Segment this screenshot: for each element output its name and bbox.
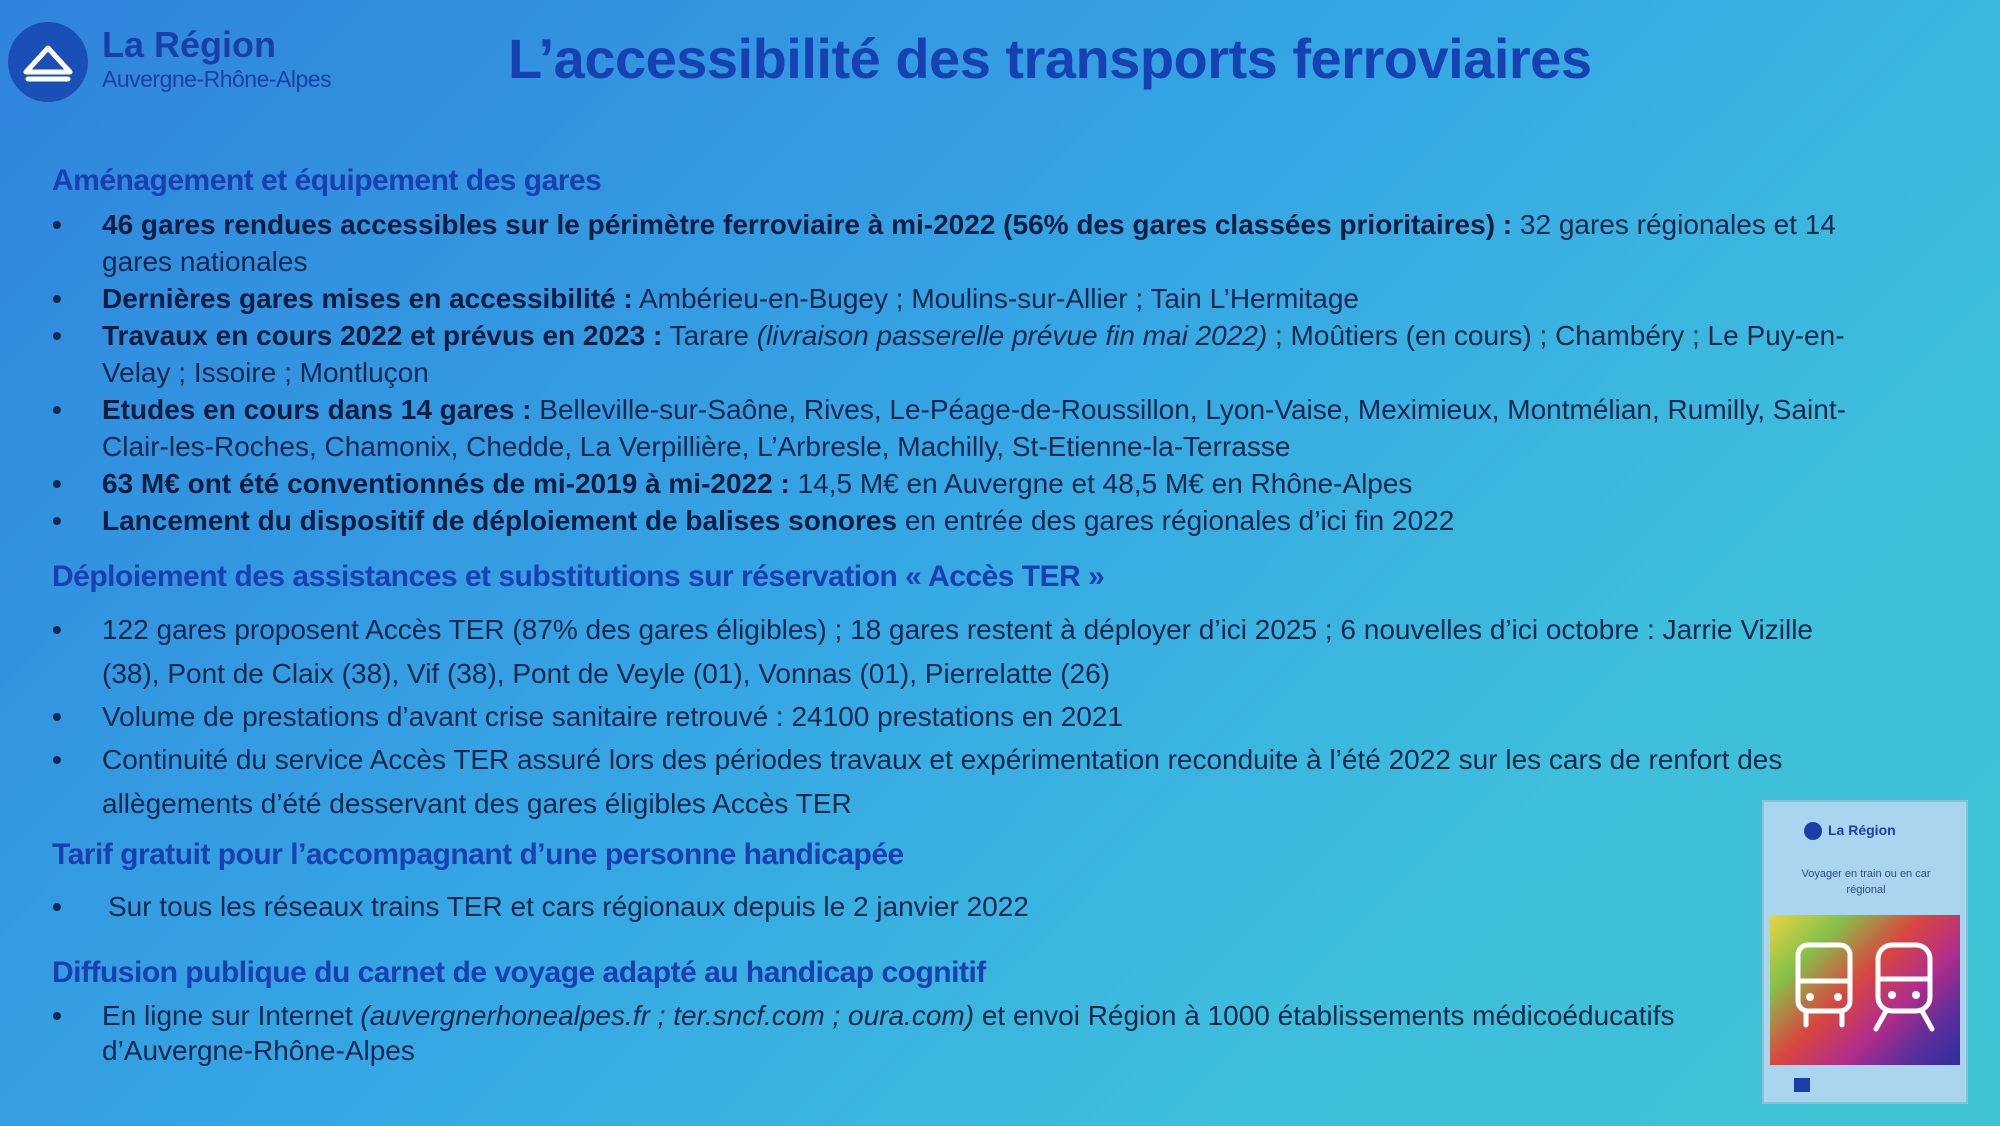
booklet-cover-image [1762, 800, 1968, 1104]
bullet-dot: • [52, 505, 62, 536]
bullet-dot: • [52, 320, 62, 351]
slide-title: L’accessibilité des transports ferroviaires [508, 27, 1592, 90]
bullet-item [52, 317, 1852, 391]
bullet-italic: (livraison passerelle prévue fin mai 2022) [756, 320, 1268, 351]
bullet-text-after: et envoi Région à 1000 établissements médicoéducatifs d’Auvergne-Rhône-Alpes [102, 1000, 1675, 1066]
bullet-text: 32 gares régionales et 14 gares nationales [102, 209, 1836, 277]
bullet-text: Sur tous les réseaux trains TER et cars régionaux depuis le 2 janvier 2022 [108, 891, 1029, 922]
bullet-bold: 46 gares rendues accessibles sur le périmètre ferroviaire à mi-2022 (56% des gares classées prioritaires) : [102, 209, 1513, 240]
bullet-dot: • [52, 283, 62, 314]
section-heading-stations: Aménagement et équipement des gares [52, 164, 602, 197]
bullet-dot: • [52, 891, 62, 922]
bullet-text-after: ; Moûtiers (en cours) ; Chambéry ; Le Puy-en-Velay ; Issoire ; Montluçon [102, 320, 1845, 388]
bullet-item [52, 738, 1852, 826]
bullet-dot: • [52, 744, 62, 775]
section-heading-travel-booklet: Diffusion publique du carnet de voyage adapté au handicap cognitif [52, 956, 986, 989]
section-heading-free-fare: Tarif gratuit pour l’accompagnant d’une personne handicapée [52, 838, 904, 871]
bullet-item [52, 206, 1852, 280]
poster-logo-text: La Région [1828, 822, 1896, 838]
bullet-item [52, 391, 1852, 465]
bullet-item [52, 502, 1852, 539]
mountain-logo-icon [8, 22, 88, 102]
bullet-item [52, 608, 1852, 696]
region-logo [8, 22, 88, 102]
bullet-item [52, 280, 1852, 317]
bullet-item [52, 888, 1702, 925]
bullet-dot: • [52, 614, 62, 645]
bullet-dot: • [52, 209, 62, 240]
bullet-bold: 63 M€ ont été conventionnés de mi-2019 à mi-2022 : [102, 468, 790, 499]
bullet-text: Ambérieu-en-Bugey ; Moulins-sur-Allier ; Tain L’Hermitage [632, 283, 1359, 314]
poster-illustration [1770, 915, 1960, 1065]
bullet-item [52, 998, 1712, 1068]
bullet-bold: Travaux en cours 2022 et prévus en 2023 : [102, 320, 663, 351]
bullet-text: Continuité du service Accès TER assuré lors des périodes travaux et expérimentation reconduite à l’été 2022 sur les cars de renfort des allègements d’été desservant des gares éligibles Accès TER [102, 744, 1783, 819]
bullet-dot: • [52, 468, 62, 499]
bullet-dot: • [52, 394, 62, 425]
bullet-text: 122 gares proposent Accès TER (87% des gares éligibles) ; 18 gares restent à déployer d’ici 2025 ; 6 nouvelles d’ici octobre : Jarrie Vizille (38), Pont de Claix (38), Vif (38), Pont de Veyle (01), Vonnas (01), Pierrelatte (26) [102, 614, 1814, 689]
brand-line-1: La Région [102, 24, 277, 65]
bullet-item [52, 698, 1852, 735]
bullet-text: Belleville-sur-Saône, Rives, Le-Péage-de-Roussillon, Lyon-Vaise, Meximieux, Montmélian, Rumilly, Saint-Clair-les-Roches, Chamonix, Chedde, La Verpillière, L’Arbresle, Machilly, St-Etienne-la-Terrasse [102, 394, 1846, 462]
brand-name [102, 24, 331, 92]
poster-logo [1804, 822, 1896, 840]
bullet-text: Volume de prestations d’avant crise sanitaire retrouvé : 24100 prestations en 2021 [102, 701, 1124, 732]
poster-subtitle: Voyager en train ou en car régional [1801, 868, 1931, 896]
bullet-dot: • [52, 701, 62, 732]
poster-footer-logo-icon [1794, 1078, 1810, 1092]
bullet-text: En ligne sur Internet [102, 1000, 361, 1031]
bullet-bold: Lancement du dispositif de déploiement de balises sonores [102, 505, 898, 536]
section-heading-acces-ter: Déploiement des assistances et substitutions sur réservation « Accès TER » [52, 560, 1105, 593]
brand-line-2: Auvergne-Rhône-Alpes [102, 66, 332, 92]
bullet-dot: • [52, 1000, 62, 1031]
bullet-text: Tarare [662, 320, 757, 351]
bullet-text: 14,5 M€ en Auvergne et 48,5 M€ en Rhône-Alpes [789, 468, 1413, 499]
bullet-italic: (auvergnerhonealpes.fr ; ter.sncf.com ; oura.com) [360, 1000, 975, 1031]
bullet-text: en entrée des gares régionales d’ici fin 2022 [897, 505, 1455, 536]
bus-and-train-icon [1770, 915, 1960, 1065]
bullet-bold: Etudes en cours dans 14 gares : [102, 394, 532, 425]
bullet-bold: Dernières gares mises en accessibilité : [102, 283, 633, 314]
bullet-item [52, 465, 1852, 502]
poster-logo-icon [1804, 822, 1822, 840]
